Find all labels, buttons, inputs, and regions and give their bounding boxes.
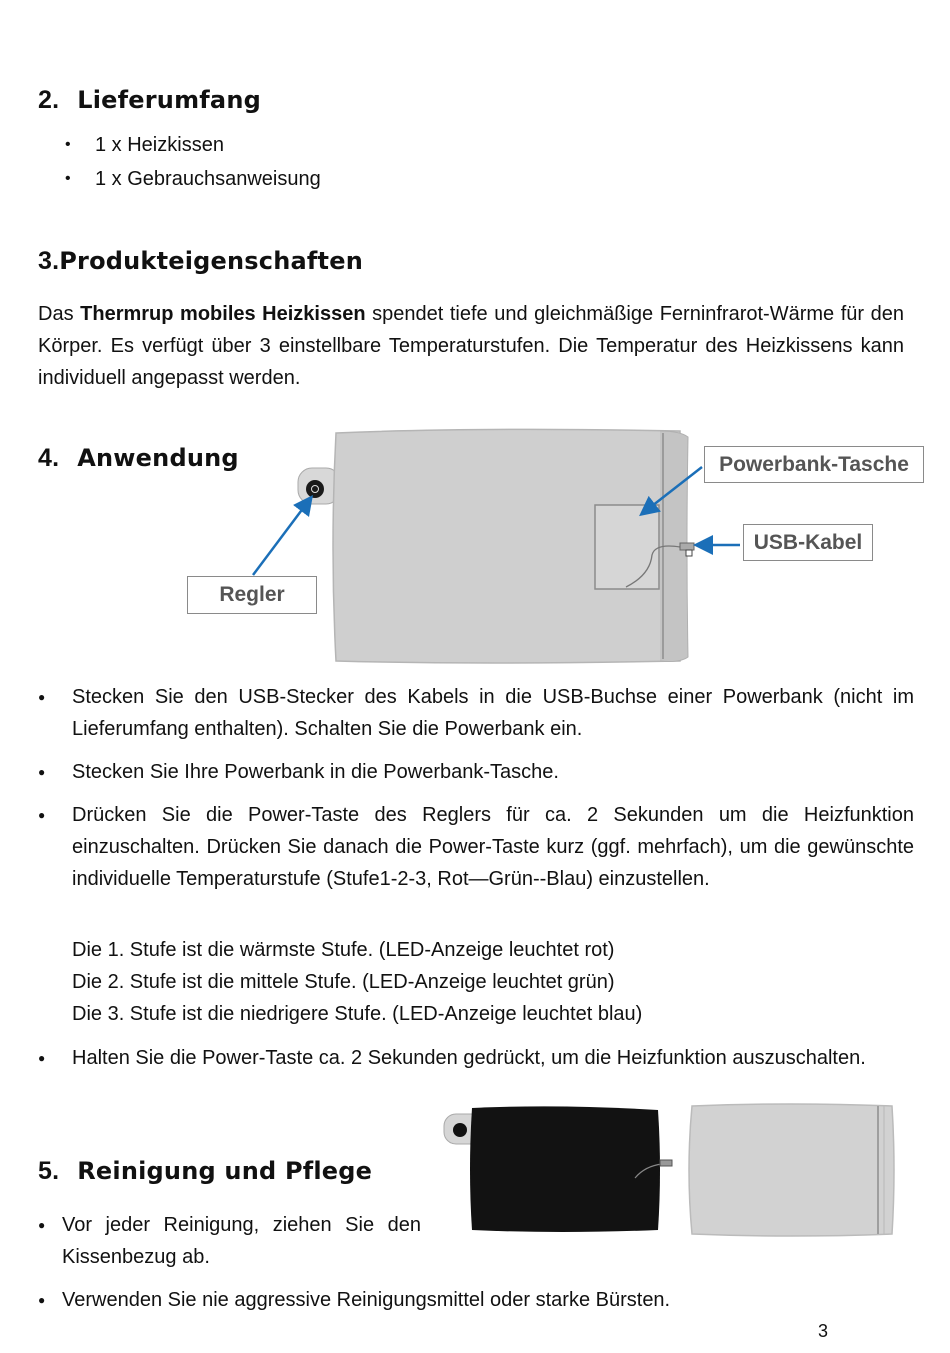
list-item: • 1 x Heizkissen xyxy=(60,128,321,162)
power-button-icon xyxy=(306,480,324,498)
level-2-text: Die 2. Stufe ist die mittele Stufe. (LED-Anzeige leuchtet grün) xyxy=(72,971,615,993)
list-item: ● Halten Sie die Power-Taste ca. 2 Sekunden gedrückt, um die Heizfunktion auszuschalten. xyxy=(38,1042,914,1074)
label-powerbank-tasche: Powerbank-Tasche xyxy=(704,446,924,483)
usb-plug xyxy=(680,543,694,550)
power-button-icon xyxy=(453,1123,467,1137)
temperature-levels xyxy=(72,934,642,1030)
product-description: Das Thermrup mobiles Heizkissen spendet tiefe und gleichmäßige Ferninfrarot-Wärme für den Körper. Es verfügt über 3 einstellbare Temperaturstufen. Die Temperatur des Heizkissens kann individuell angepasst werden. xyxy=(38,303,904,389)
scope-of-delivery-list xyxy=(60,128,321,196)
usage-steps-list-end xyxy=(38,1042,914,1074)
list-item: ● Stecken Sie den USB-Stecker des Kabels in die USB-Buchse einer Powerbank (nicht im Lieferumfang enthalten). Schalten Sie die Powerbank ein. xyxy=(38,681,914,745)
bullet-icon: ● xyxy=(38,1218,46,1232)
label-usb-kabel: USB-Kabel xyxy=(743,524,873,561)
usb-plug xyxy=(660,1160,672,1166)
list-item: ● Stecken Sie Ihre Powerbank in die Powerbank-Tasche. xyxy=(38,756,914,788)
pad-and-cover-illustration xyxy=(440,1100,902,1240)
arrow-regler xyxy=(253,499,310,575)
list-item: • 1 x Gebrauchsanweisung xyxy=(60,162,321,196)
heading-anwendung: 4. Anwendung xyxy=(38,444,239,472)
bullet-icon: ● xyxy=(38,1293,46,1307)
heating-pad xyxy=(470,1106,660,1232)
label-regler: Regler xyxy=(187,576,317,614)
cleaning-step-1: ● Vor jeder Reinigung, ziehen Sie den Kissenbezug ab. xyxy=(38,1209,421,1273)
level-3-text: Die 3. Stufe ist die niedrigere Stufe. (LED-Anzeige leuchtet blau) xyxy=(72,1003,643,1025)
heading-reinigung: 5. Reinigung und Pflege xyxy=(38,1157,373,1185)
level-1-text: Die 1. Stufe ist die wärmste Stufe. (LED-Anzeige leuchtet rot) xyxy=(72,939,615,961)
cleaning-step-2: ● Verwenden Sie nie aggressive Reinigungsmittel oder starke Bürsten. xyxy=(38,1284,914,1316)
pillow-cover xyxy=(689,1104,894,1236)
powerbank-pocket xyxy=(595,505,659,589)
usage-steps-list xyxy=(38,681,914,895)
heading-lieferumfang: 2. Lieferumfang xyxy=(38,86,261,114)
page-number: 3 xyxy=(818,1321,829,1341)
list-item: ● Drücken Sie die Power-Taste des Reglers für ca. 2 Sekunden um die Heizfunktion einzuschalten. Drücken Sie danach die Power-Taste kurz (ggf. mehrfach), um die gewünschte individuelle Temperaturstufe (Stufe1-2-3, Rot—Grün--Blau) einzustellen. xyxy=(38,799,914,895)
heading-produkteigenschaften: 3.Produkteigenschaften xyxy=(38,247,363,275)
